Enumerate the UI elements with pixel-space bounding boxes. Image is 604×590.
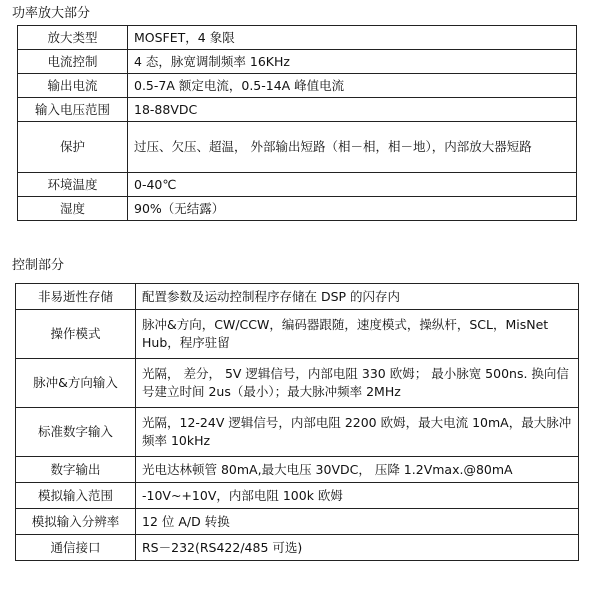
section-title-control: 控制部分 <box>12 258 65 273</box>
table-row <box>18 74 577 98</box>
table-row <box>16 457 579 483</box>
table-row <box>16 359 579 408</box>
row-label: 输入电压范围 <box>18 98 128 122</box>
table-row <box>18 98 577 122</box>
row-label: 放大类型 <box>18 26 128 50</box>
row-value: 12 位 A/D 转换 <box>136 509 579 535</box>
section-title-power: 功率放大部分 <box>12 6 91 21</box>
table-row <box>18 122 577 173</box>
row-label: 电流控制 <box>18 50 128 74</box>
row-label: 湿度 <box>18 197 128 221</box>
table-row <box>16 483 579 509</box>
row-label: 通信接口 <box>16 535 136 561</box>
row-label: 操作模式 <box>16 310 136 359</box>
row-value: 配置参数及运动控制程序存储在 DSP 的闪存内 <box>136 284 579 310</box>
row-label: 环境温度 <box>18 173 128 197</box>
row-label: 非易逝性存储 <box>16 284 136 310</box>
row-label: 输出电流 <box>18 74 128 98</box>
row-value: 0.5-7A 额定电流，0.5-14A 峰值电流 <box>128 74 577 98</box>
table-row <box>18 173 577 197</box>
table-row <box>16 535 579 561</box>
power-amplifier-spec-table <box>17 25 577 221</box>
table-row <box>16 284 579 310</box>
row-label: 模拟输入范围 <box>16 483 136 509</box>
table-row <box>18 50 577 74</box>
row-value: 18-88VDC <box>128 98 577 122</box>
row-value: RS－232(RS422/485 可选) <box>136 535 579 561</box>
row-label: 模拟输入分辨率 <box>16 509 136 535</box>
row-value: 光隔，12-24V 逻辑信号，内部电阻 2200 欧姆，最大电流 10mA，最大脉冲频率 10kHz <box>136 408 579 457</box>
row-label: 数字输出 <box>16 457 136 483</box>
row-value: -10V~+10V，内部电阻 100k 欧姆 <box>136 483 579 509</box>
row-value: 4 态，脉宽调制频率 16KHz <box>128 50 577 74</box>
row-label: 保护 <box>18 122 128 173</box>
row-value: 0-40℃ <box>128 173 577 197</box>
table-row <box>18 197 577 221</box>
row-value: 脉冲&方向，CW/CCW，编码器跟随，速度模式，操纵杆，SCL，MisNet Hub，程序驻留 <box>136 310 579 359</box>
table-row <box>18 26 577 50</box>
row-value: 光隔， 差分， 5V 逻辑信号，内部电阻 330 欧姆； 最小脉宽 500ns. 换向信号建立时间 2us（最小）；最大脉冲频率 2MHz <box>136 359 579 408</box>
row-label: 标准数字输入 <box>16 408 136 457</box>
table-row <box>16 310 579 359</box>
table-row <box>16 509 579 535</box>
table-row <box>16 408 579 457</box>
row-value: MOSFET，4 象限 <box>128 26 577 50</box>
row-value: 过压、欠压、超温， 外部输出短路（相－相，相－地），内部放大器短路 <box>128 122 577 173</box>
row-value: 光电达林顿管 80mA,最大电压 30VDC， 压降 1.2Vmax.@80mA <box>136 457 579 483</box>
control-spec-table <box>15 283 579 561</box>
row-label: 脉冲&方向输入 <box>16 359 136 408</box>
row-value: 90%（无结露） <box>128 197 577 221</box>
